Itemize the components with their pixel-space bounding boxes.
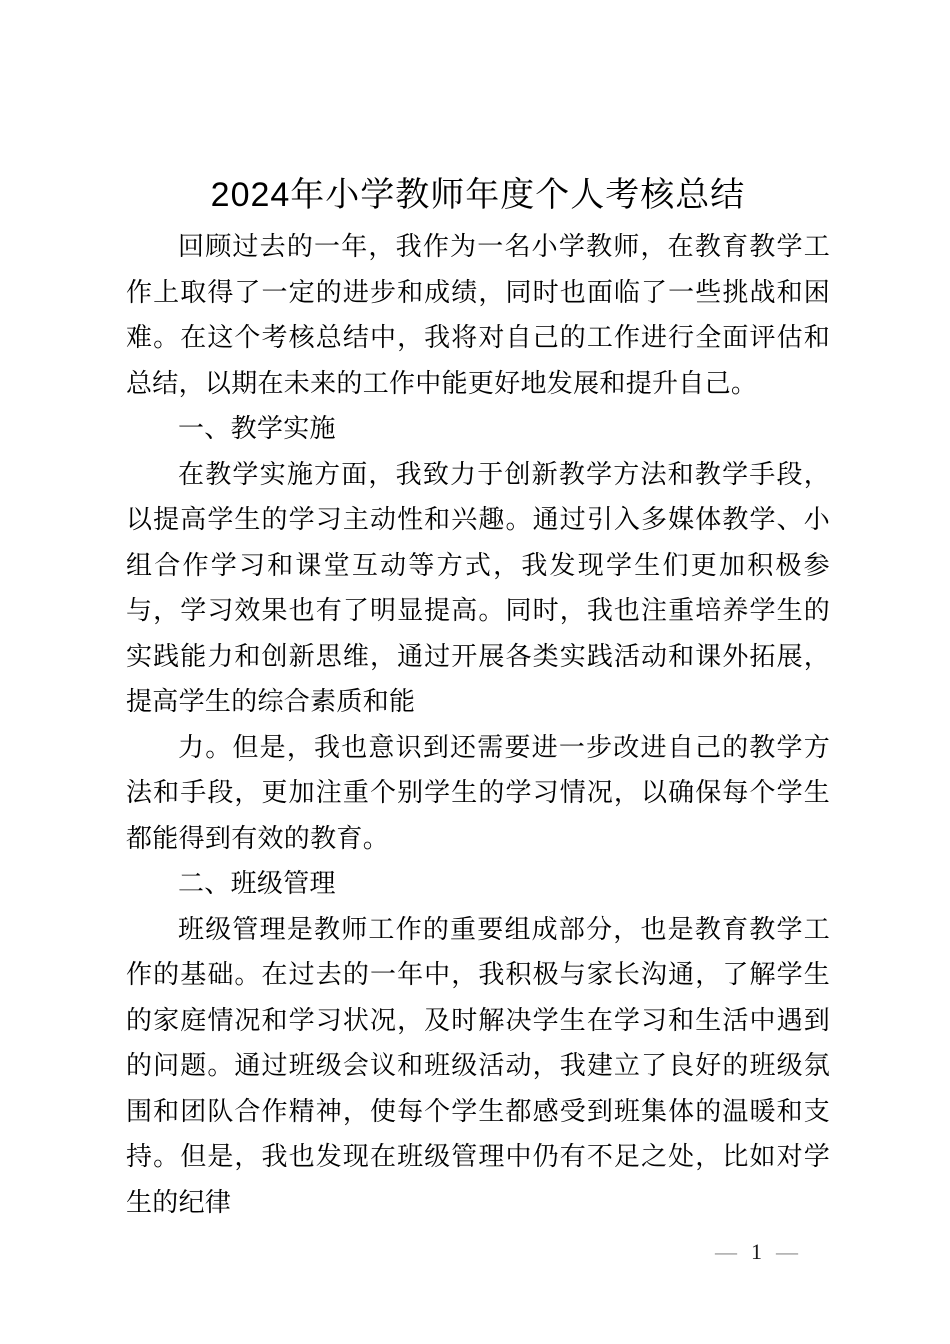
paragraph-teaching: 在教学实施方面，我致力于创新教学方法和教学手段，以提高学生的学习主动性和兴趣。通过引入多媒体教学、小组合作学习和课堂互动等方式，我发现学生们更加积极参与，学习效果也有了明显提高。同时，我也注重培养学生的实践能力和创新思维，通过开展各类实践活动和课外拓展，提高学生的综合素质和能: [126, 458, 830, 716]
footer-dash-right: —: [776, 1239, 798, 1264]
section-heading-teaching: 一、教学实施: [178, 413, 336, 443]
section-heading-class-management: 二、班级管理: [178, 868, 336, 898]
footer-dash-left: —: [715, 1239, 737, 1264]
paragraph-class-management: 班级管理是教师工作的重要组成部分，也是教育教学工作的基础。在过去的一年中，我积极与家长沟通，了解学生的家庭情况和学习状况，及时解决学生在学习和生活中遇到的问题。通过班级会议和班级活动，我建立了良好的班级氛围和团队合作精神，使每个学生都感受到班集体的温暖和支持。但是，我也发现在班级管理中仍有不足之处，比如对学生的纪律: [126, 913, 830, 1217]
document-title: 2024年小学教师年度个人考核总结: [210, 176, 746, 214]
page-number: 1: [751, 1239, 762, 1264]
paragraph-teaching-continued: 力。但是，我也意识到还需要进一步改进自己的教学方法和手段，更加注重个别学生的学习情况，以确保每个学生都能得到有效的教育。: [126, 731, 830, 853]
page-footer: [0, 1236, 950, 1268]
paragraph-intro: 回顾过去的一年，我作为一名小学教师，在教育教学工作上取得了一定的进步和成绩，同时也面临了一些挑战和困难。在这个考核总结中，我将对自己的工作进行全面评估和总结，以期在未来的工作中能更好地发展和提升自己。: [126, 231, 830, 398]
